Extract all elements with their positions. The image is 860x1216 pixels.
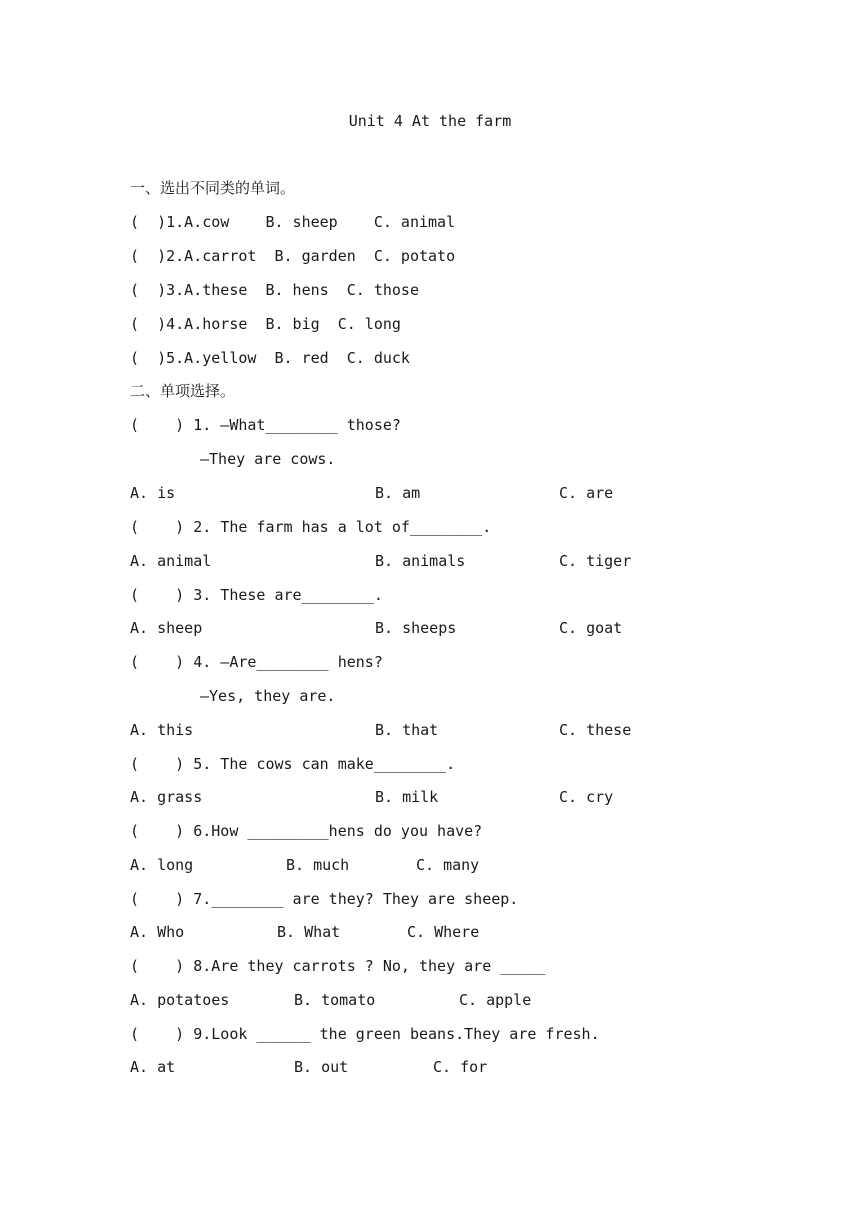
- q7-stem: ( ) 7.________ are they? They are sheep.: [130, 890, 519, 908]
- q8-stem: ( ) 8.Are they carrots ? No, they are _____: [130, 957, 546, 975]
- q6-option-c: C. many: [416, 856, 480, 874]
- q7-option-b: B. What: [277, 923, 341, 941]
- page-title: Unit 4 At the farm: [348, 112, 512, 130]
- q4-option-a: A. this: [130, 721, 194, 739]
- q4-option-c: C. these: [559, 721, 632, 739]
- q7-option-a: A. Who: [130, 923, 185, 941]
- q8-option-c: C. apple: [459, 991, 532, 1009]
- section2-heading: 二、单项选择。: [130, 382, 236, 400]
- q3-option-a: A. sheep: [130, 619, 203, 637]
- q2-option-b: B. animals: [375, 552, 466, 570]
- q6-option-a: A. long: [130, 856, 194, 874]
- q9-option-a: A. at: [130, 1058, 176, 1076]
- q9-option-c: C. for: [433, 1058, 488, 1076]
- q3-option-b: B. sheeps: [375, 619, 457, 637]
- q4-stem: ( ) 4. —Are________ hens?: [130, 653, 383, 671]
- q6-stem: ( ) 6.How _________hens do you have?: [130, 822, 483, 840]
- q2-stem: ( ) 2. The farm has a lot of________.: [130, 518, 492, 536]
- q2-option-a: A. animal: [130, 552, 212, 570]
- section1-item-1: ( )1.A.cow B. sheep C. animal: [130, 213, 456, 231]
- q8-option-b: B. tomato: [294, 991, 376, 1009]
- q5-option-b: B. milk: [375, 788, 439, 806]
- q1-option-b: B. am: [375, 484, 421, 502]
- section1-item-3: ( )3.A.these B. hens C. those: [130, 281, 419, 299]
- q1-reply: —They are cows.: [200, 450, 336, 468]
- q5-stem: ( ) 5. The cows can make________.: [130, 755, 456, 773]
- section1-item-4: ( )4.A.horse B. big C. long: [130, 315, 401, 333]
- q6-option-b: B. much: [286, 856, 350, 874]
- section1-item-2: ( )2.A.carrot B. garden C. potato: [130, 247, 456, 265]
- q9-stem: ( ) 9.Look ______ the green beans.They are fresh.: [130, 1025, 600, 1043]
- q3-option-c: C. goat: [559, 619, 623, 637]
- q7-option-c: C. Where: [407, 923, 480, 941]
- q1-option-c: C. are: [559, 484, 614, 502]
- q1-stem: ( ) 1. —What________ those?: [130, 416, 401, 434]
- q8-option-a: A. potatoes: [130, 991, 230, 1009]
- section1-heading: 一、选出不同类的单词。: [130, 179, 296, 197]
- q5-option-a: A. grass: [130, 788, 203, 806]
- q5-option-c: C. cry: [559, 788, 614, 806]
- section1-item-5: ( )5.A.yellow B. red C. duck: [130, 349, 410, 367]
- q9-option-b: B. out: [294, 1058, 349, 1076]
- q4-option-b: B. that: [375, 721, 439, 739]
- q1-option-a: A. is: [130, 484, 176, 502]
- q3-stem: ( ) 3. These are________.: [130, 586, 383, 604]
- q4-reply: —Yes, they are.: [200, 687, 336, 705]
- q2-option-c: C. tiger: [559, 552, 632, 570]
